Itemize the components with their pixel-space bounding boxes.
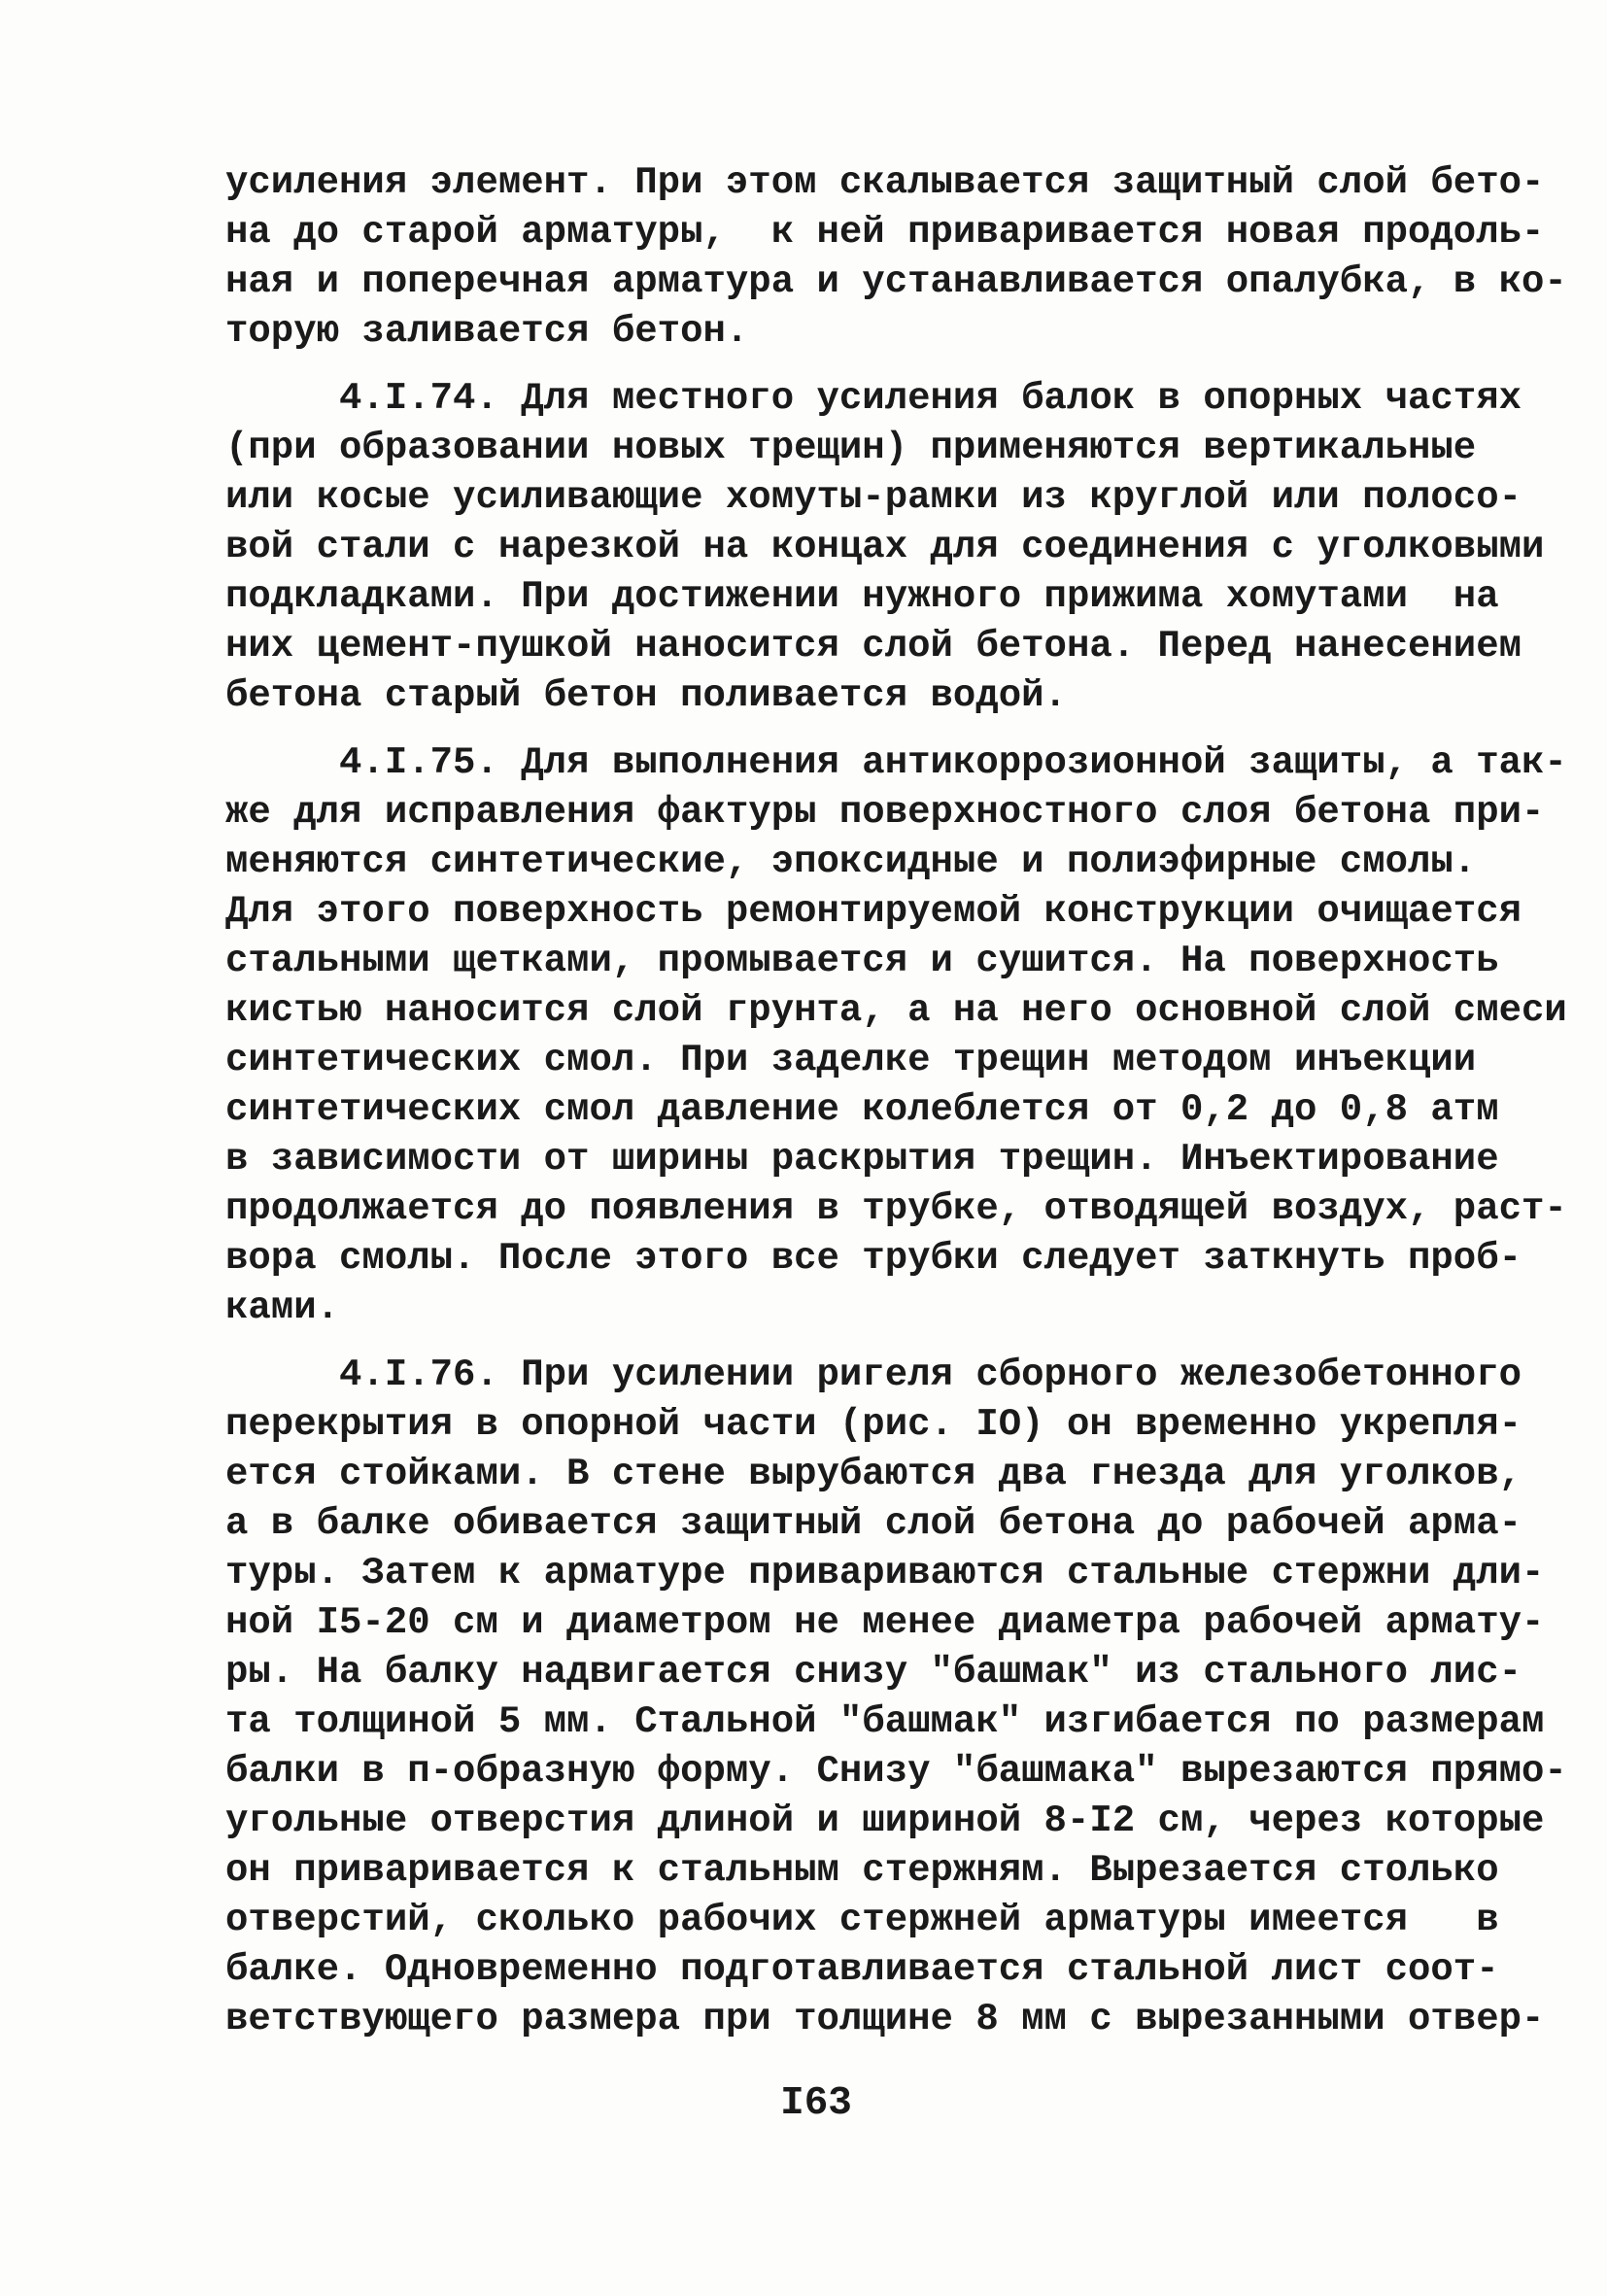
paragraph (225, 158, 1567, 357)
text-line: а в балке обивается защитный слой бетона до рабочей арма- (225, 1502, 1522, 1545)
text-line: продолжается до появления в трубке, отводящей воздух, раст- (225, 1187, 1567, 1230)
text-line: ется стойками. В стене вырубаются два гнезда для уголков, (225, 1453, 1522, 1495)
text-line: ками. (225, 1286, 340, 1329)
paragraph (225, 1351, 1567, 2044)
text-line: он приваривается к стальным стержням. Вырезается столько (225, 1849, 1499, 1892)
text-line: торую заливается бетон. (225, 310, 749, 353)
text-line: синтетических смол давление колеблется от 0,2 до 0,8 атм (225, 1088, 1499, 1131)
text-line: отверстий, сколько рабочих стержней арматуры имеется в (225, 1899, 1499, 1941)
page-number: I63 (780, 2081, 852, 2126)
paragraph (225, 374, 1545, 721)
text-line: 4.I.75. Для выполнения антикоррозионной защиты, а так- (225, 741, 1567, 784)
text-line: ветствующего размера при толщине 8 мм с вырезанными отвер- (225, 1998, 1545, 2040)
text-line: 4.I.74. Для местного усиления балок в опорных частях (225, 377, 1522, 420)
text-line: меняются синтетические, эпоксидные и полиэфирные смолы. (225, 840, 1477, 883)
text-line: стальными щетками, промывается и сушится. На поверхность (225, 940, 1499, 982)
text-line: бетона старый бетон поливается водой. (225, 674, 1067, 717)
text-line: вора смолы. После этого все трубки следует заткнуть проб- (225, 1237, 1522, 1280)
text-line: вой стали с нарезкой на концах для соединения с уголковыми (225, 526, 1545, 568)
text-line: 4.I.76. При усилении ригеля сборного железобетонного (225, 1354, 1522, 1396)
paragraph (225, 738, 1567, 1333)
text-line: ной I5-20 см и диаметром не менее диаметра рабочей армату- (225, 1601, 1545, 1644)
text-line: или косые усиливающие хомуты-рамки из круглой или полосо- (225, 476, 1522, 519)
text-line: синтетических смол. При заделке трещин методом инъекции (225, 1039, 1477, 1081)
text-line: кистью наносится слой грунта, а на него основной слой смеси (225, 989, 1567, 1032)
text-line: угольные отверстия длиной и шириной 8-I2 см, через которые (225, 1799, 1545, 1842)
text-line: балке. Одновременно подготавливается стальной лист соот- (225, 1948, 1499, 1991)
text-line: балки в п-образную форму. Снизу "башмака" вырезаются прямо- (225, 1750, 1567, 1793)
text-line: подкладками. При достижении нужного прижима хомутами на (225, 575, 1499, 618)
text-line: в зависимости от ширины раскрытия трещин. Инъектирование (225, 1138, 1499, 1181)
body-text (225, 158, 1567, 2044)
text-line: усиления элемент. При этом скалывается защитный слой бето- (225, 161, 1545, 204)
text-line: перекрытия в опорной части (рис. IO) он временно укрепля- (225, 1403, 1522, 1446)
text-line: та толщиной 5 мм. Стальной "башмак" изгибается по размерам (225, 1700, 1545, 1743)
text-line: Для этого поверхность ремонтируемой конструкции очищается (225, 890, 1522, 933)
text-line: (при образовании новых трещин) применяются вертикальные (225, 427, 1477, 469)
text-line: ры. На балку надвигается снизу "башмак" из стального лис- (225, 1651, 1522, 1694)
text-line: же для исправления фактуры поверхностного слоя бетона при- (225, 791, 1545, 834)
text-line: на до старой арматуры, к ней приваривается новая продоль- (225, 211, 1545, 254)
text-line: них цемент-пушкой наносится слой бетона. Перед нанесением (225, 625, 1522, 668)
text-line: ная и поперечная арматура и устанавливается опалубка, в ко- (225, 260, 1567, 303)
text-line: туры. Затем к арматуре привариваются стальные стержни дли- (225, 1552, 1545, 1594)
